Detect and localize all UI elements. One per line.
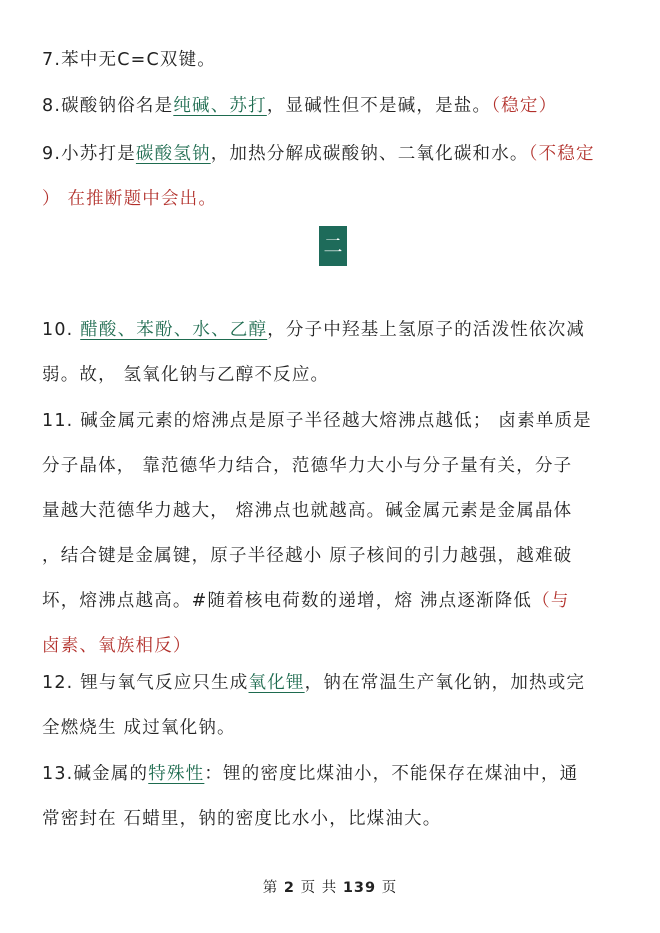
item-text: 在推断题中会出。 (60, 189, 218, 209)
item-8 (42, 84, 632, 129)
highlight-term: 特殊性 (148, 764, 205, 784)
item-number: 8. (42, 96, 62, 116)
item-text: ，加热分解成碳酸钠、二氧化碳和水。 (210, 144, 529, 164)
note-text: （稳定） (491, 96, 558, 116)
item-13 (42, 752, 632, 842)
footer-page-number: 2 (283, 880, 295, 896)
item-text: 小苏打是 (61, 144, 136, 164)
item-text: ，结合键是金属键，原子半径越小 原子核间的引力越强，越难破 (42, 546, 573, 566)
item-number: 12. (42, 673, 81, 693)
item-7 (42, 38, 632, 83)
item-text: ，分子中羟基上氢原子的活泼性依次减 (267, 320, 586, 340)
item-number: 11. (42, 411, 81, 431)
item-9 (42, 132, 632, 222)
item-number: 9. (42, 144, 62, 164)
item-text: ，钠在常温生产氧化钠，加热或完 (304, 673, 586, 693)
item-text: ，显碱性但不是碱，是盐。 (266, 96, 492, 116)
item-10 (42, 308, 632, 398)
item-text: 分子晶体， 靠范德华力结合，范德华力大小与分子量有关，分子 (42, 456, 573, 476)
note-text: 卤素、氧族相反） (42, 636, 192, 656)
item-text: ：锂的密度比煤油小，不能保存在煤油中，通 (204, 764, 579, 784)
footer-text: 页 共 (294, 880, 343, 896)
section-marker (319, 226, 347, 266)
footer-total-pages: 139 (342, 880, 377, 896)
footer-text: 第 (262, 880, 284, 896)
item-number: 10. (42, 320, 81, 340)
page-footer (0, 876, 660, 897)
item-11 (42, 399, 632, 669)
note-text: ） (42, 189, 61, 209)
highlight-term: 纯碱、苏打 (173, 96, 267, 116)
item-text: 碱金属元素的熔沸点是原子半径越大熔沸点越低； 卤素单质是 (80, 411, 592, 431)
item-text: 量越大范德华力越大， 熔沸点也就越高。碱金属元素是金属晶体 (42, 501, 573, 521)
item-text: 锂与氧气反应只生成 (80, 673, 249, 693)
section-marker-label: 二 (323, 234, 343, 257)
footer-text: 页 (376, 880, 398, 896)
highlight-term: 氧化锂 (248, 673, 305, 693)
item-text: 苯中无C=C双键。 (61, 50, 217, 70)
note-text: （不稳定 (528, 144, 595, 164)
highlight-term: 碳酸氢钠 (135, 144, 211, 164)
item-text: 弱。故， 氢氧化钠与乙醇不反应。 (42, 365, 330, 385)
item-text: 碳酸钠俗名是 (61, 96, 174, 116)
item-text: 全燃烧生 成过氧化钠。 (42, 718, 236, 738)
highlight-term: 醋酸、苯酚、水、乙醇 (80, 320, 268, 340)
item-text: 常密封在 石蜡里，钠的密度比水小，比煤油大。 (42, 809, 442, 829)
item-text: 碱金属的 (73, 764, 149, 784)
item-12 (42, 661, 632, 751)
item-number: 7. (42, 50, 62, 70)
item-text: 坏，熔沸点越高。#随着核电荷数的递增，熔 沸点逐渐降低 (42, 591, 533, 611)
item-number: 13. (42, 764, 74, 784)
note-text: （与 (532, 591, 570, 611)
